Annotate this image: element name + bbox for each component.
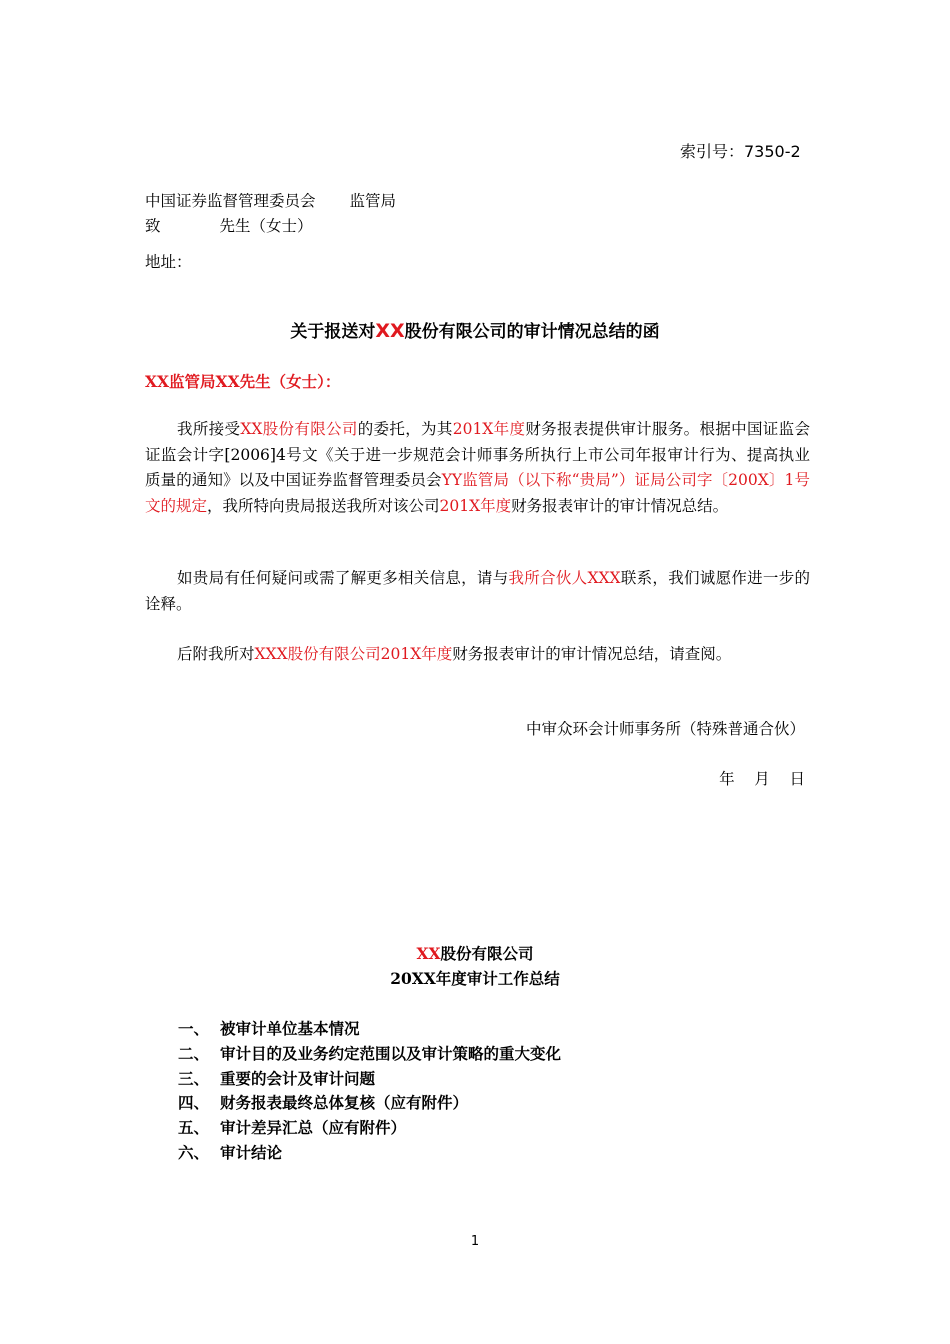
p3-text-2: 财务报表审计的审计情况总结，请查阅。 <box>452 645 732 663</box>
p2-partner: 我所合伙人XXX <box>508 569 621 587</box>
letter-title-prefix: 关于报送对 <box>290 322 376 342</box>
paragraph-2 <box>145 566 810 617</box>
paragraph-1 <box>145 417 810 519</box>
list-item <box>178 1067 375 1089</box>
p3-text-1: 后附我所对 <box>177 645 255 663</box>
list-item-number: 三、 <box>178 1069 210 1088</box>
summary-company-suffix: 股份有限公司 <box>440 944 534 963</box>
recipient-org <box>145 189 396 211</box>
p2-text-1: 如贵局有任何疑问或需了解更多相关信息，请与 <box>177 569 509 587</box>
p2-text-2: 联系，我们诚愿作进一步的诠释。 <box>145 569 810 613</box>
p1-year: 201X年度 <box>452 420 526 438</box>
recipient-org-suffix: 监管局 <box>349 192 397 210</box>
list-item-number: 一、 <box>178 1019 210 1038</box>
list-item-text: 审计目的及业务约定范围以及审计策略的重大变化 <box>220 1044 562 1063</box>
p1-year-2: 201X年度 <box>439 496 512 515</box>
index-number: 索引号：7350-2 <box>680 142 801 161</box>
list-item-number: 五、 <box>178 1118 210 1137</box>
recipient-org-prefix: 中国证券监督管理委员会 <box>145 192 316 210</box>
signature-firm: 中审众环会计师事务所（特殊普通合伙） <box>525 720 805 738</box>
list-item-text: 财务报表最终总体复核（应有附件） <box>220 1093 469 1112</box>
paragraph-3 <box>145 642 810 668</box>
signature-date: 年 月 日 <box>719 770 805 788</box>
p1-document-ref: YY监管局（以下称“贵局”）证局公司字〔200X〕1号文的规定 <box>145 471 810 515</box>
list-item <box>178 1141 282 1163</box>
list-item-text: 重要的会计及审计问题 <box>220 1069 376 1088</box>
p1-company: XX股份有限公司 <box>240 420 358 438</box>
salutation: 先生（女士） <box>219 217 313 235</box>
list-item <box>178 1116 406 1138</box>
p3-company-year: XXX股份有限公司201X年度 <box>254 645 453 663</box>
list-item-text: 审计结论 <box>220 1143 283 1162</box>
letter-title-highlight: XX <box>375 320 405 342</box>
list-item-number: 四、 <box>178 1093 210 1112</box>
list-item <box>178 1091 468 1113</box>
summary-company-highlight: XX <box>416 944 441 963</box>
letter-title <box>0 317 950 342</box>
list-item-text: 审计差异汇总（应有附件） <box>220 1118 407 1137</box>
page-number: 1 <box>470 1234 480 1249</box>
list-item-number: 六、 <box>178 1143 210 1162</box>
p1-text-4: ，我所特向贵局报送我所对该公司 <box>207 496 440 515</box>
letter-title-suffix: 股份有限公司的审计情况总结的函 <box>404 322 660 342</box>
list-item <box>178 1042 561 1064</box>
p1-text-3: 财务报表提供审计服务。根据中国证监会证监会计字[2006]4号文《关于进一步规范会计师事务所执行上市公司年报审计行为、提高执业质量的通知》以及中国证券监督管理委员会 <box>145 420 810 489</box>
summary-company <box>0 942 950 964</box>
list-item-text: 被审计单位基本情况 <box>220 1019 360 1038</box>
p1-text-2: 的委托，为其 <box>357 420 453 438</box>
list-item <box>178 1017 360 1039</box>
p1-text-5: 财务报表审计的审计情况总结。 <box>511 496 729 515</box>
summary-subtitle: 20XX年度审计工作总结 <box>390 969 560 988</box>
list-item-number: 二、 <box>178 1044 210 1063</box>
recipient-to <box>145 214 313 236</box>
address-label: 地址： <box>145 253 192 271</box>
to-label: 致 <box>145 217 161 235</box>
greeting: XX监管局XX先生（女士）： <box>145 372 341 391</box>
p1-text-1: 我所接受 <box>177 420 241 438</box>
